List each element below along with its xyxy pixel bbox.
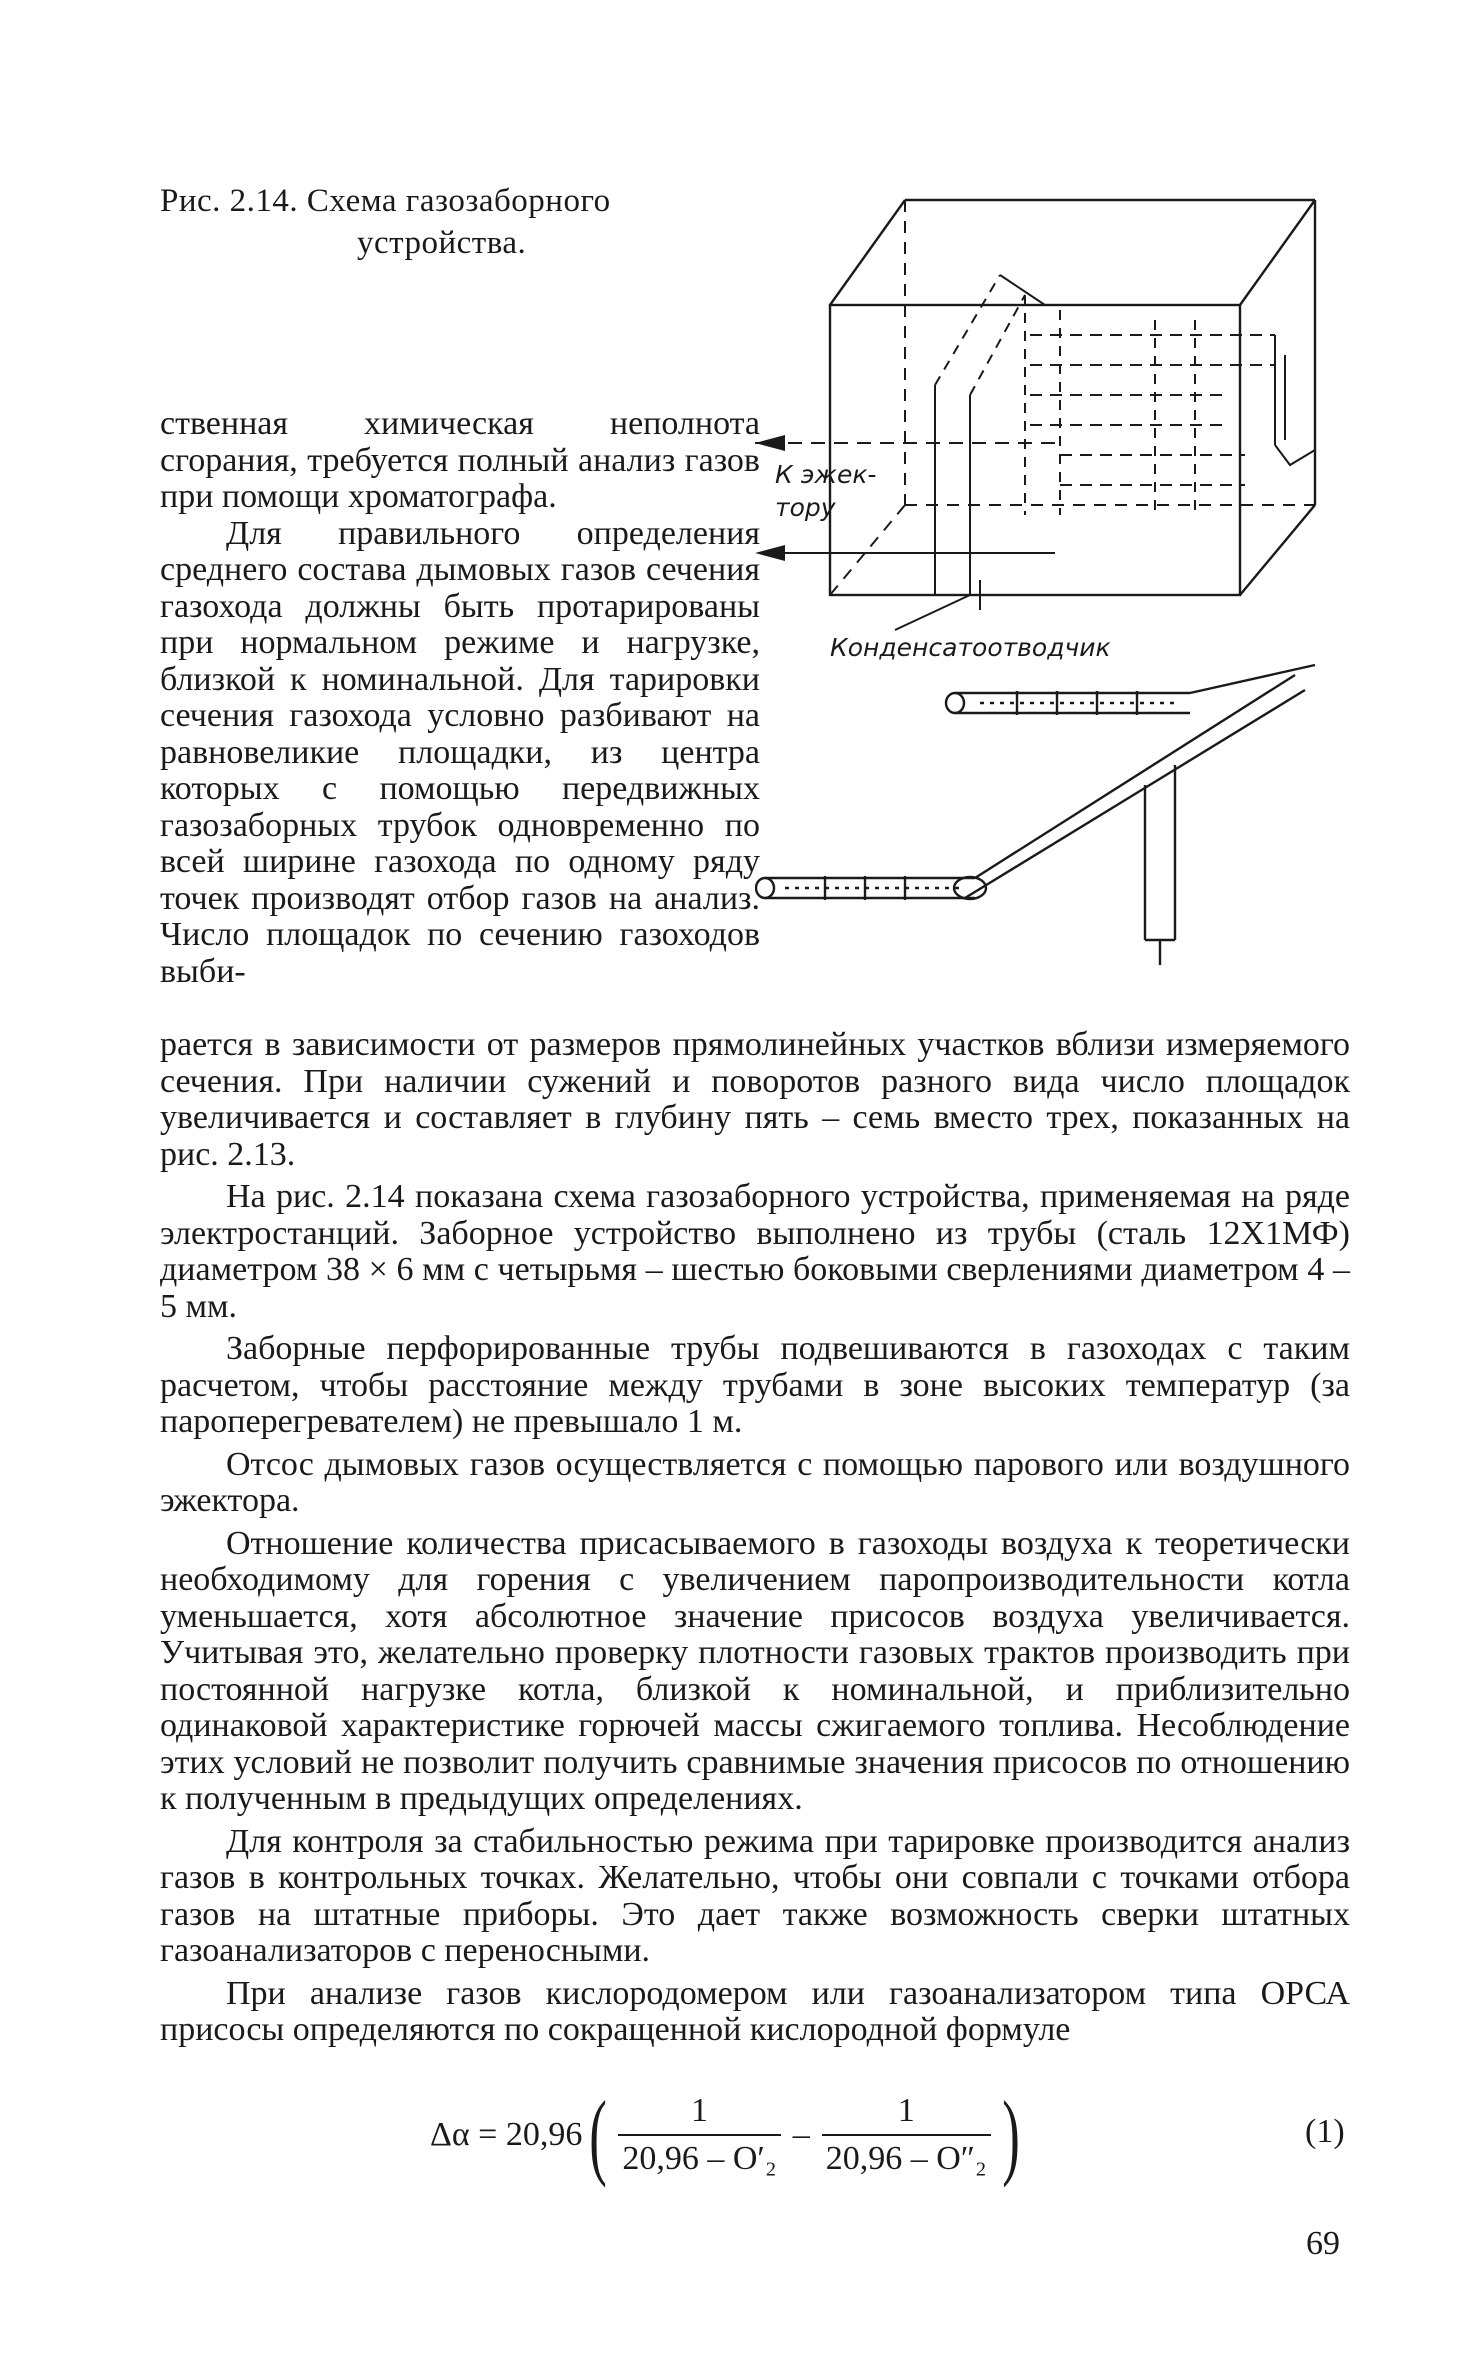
gas-sampling-device-diagram [755,185,1345,985]
fraction-2 [822,2092,991,2178]
left-paren: ( [589,2081,608,2188]
right-paren: ) [1001,2081,1020,2188]
condensate-leader-line [895,595,970,630]
paragraph: Отсос дымовых газов осуществляется с помощью парового или воздушного эжектора. [160,1445,1350,1519]
fraction-1 [618,2092,780,2178]
formula-minus: – [792,2116,810,2153]
paragraph: Отношение количества присасываемого в газоходы воздуха к теоретически необходимому для горения с увеличением паропроизводительности котла уменьшается, хотя абсолютное значение присосов воздуха увеличивается. Учитывая это, желательно проверку плотности газовых трактов производить при постоянной нагрузке котла, близкой к номинальной, и приблизительно одинаковой характеристике горючей массы сжигаемого топлива. Несоблюдение этих условий не позволит получить сравнимые значения присосов по отношению к полученным в предыдущих определениях. [160,1524,1350,1817]
paragraph: При анализе газов кислородомером или газоанализатором типа ОРСА присосы определяются по сокращенной кислородной формуле [160,1974,1350,2048]
paragraph: рается в зависимости от размеров прямолинейных участков вблизи измеряемого сечения. При наличии сужений и поворотов разного вида число площадок увеличивается и составляет в глубину пять – семь вместо трех, показанных на рис. 2.13. [160,1026,1350,1173]
label-to-ejector-1: К эжек- [775,460,877,489]
label-condensate-drain: Конденсатоотводчик [830,633,1111,662]
label-to-ejector-2: тору [775,493,836,522]
paragraph: На рис. 2.14 показана схема газозаборного устройства, применяемая на ряде электростанций. Заборное устройство выполнено из трубы (сталь 12Х1МФ) диаметром 38 × 6 мм с четырьмя – шестью боковыми сверлениями диаметром 4 – 5 мм. [160,1178,1350,1325]
oxygen-formula [430,2080,1080,2190]
fraction-1-denominator: 20,96 – O′₂ [618,2134,780,2178]
column-text [160,406,760,990]
paragraph: ственная химическая неполнота сгорания, требуется полный анализ газов при помощи хроматографа. [160,405,760,515]
page-number: 69 [1306,2225,1340,2262]
box-frame [830,200,1315,595]
inner-sampling-pipe [755,275,1315,610]
caption-line-2: устройства. [357,225,527,261]
paragraph: Для контроля за стабильностью режима при тарировке производится анализ газов в контрольных точках. Желательно, чтобы они совпали с точками отбора газов на штатные приборы. Это дает также возможность сверки штатных газоанализаторов с переносными. [160,1822,1350,1969]
fraction-1-numerator: 1 [691,2092,708,2129]
body-text [160,1027,1350,2055]
perforation-holes [785,691,1180,900]
perforated-pipe-assembly [756,665,1315,965]
diagram-drawing [755,185,1345,985]
formula-lhs: Δα = 20,96 [430,2116,583,2153]
caption-line-1: Рис. 2.14. Схема газозаборного [160,183,611,219]
paragraph: Для правильного определения среднего состава дымовых газов сечения газохода должны быть протарированы при нормальном режиме и нагрузке, близкой к номинальной. Для тарировки сечения газохода условно разбивают на равновеликие площадки, из центра которых с помощью передвижных газозаборных трубок одновременно по всей ширине газохода по одному ряду точек производят отбор газов на анализ. Число площадок по сечению газоходов выби- [160,514,760,990]
fraction-2-numerator: 1 [897,2092,915,2129]
figure-caption [160,180,760,264]
paragraph: Заборные перфорированные трубы подвешиваются в газоходах с таким расчетом, чтобы расстояние между трубами в зоне высоких температур (за пароперегревателем) не превышало 1 м. [160,1330,1350,1440]
fraction-2-denominator: 20,96 – O″₂ [822,2134,991,2178]
equation-number: (1) [1305,2113,1345,2150]
